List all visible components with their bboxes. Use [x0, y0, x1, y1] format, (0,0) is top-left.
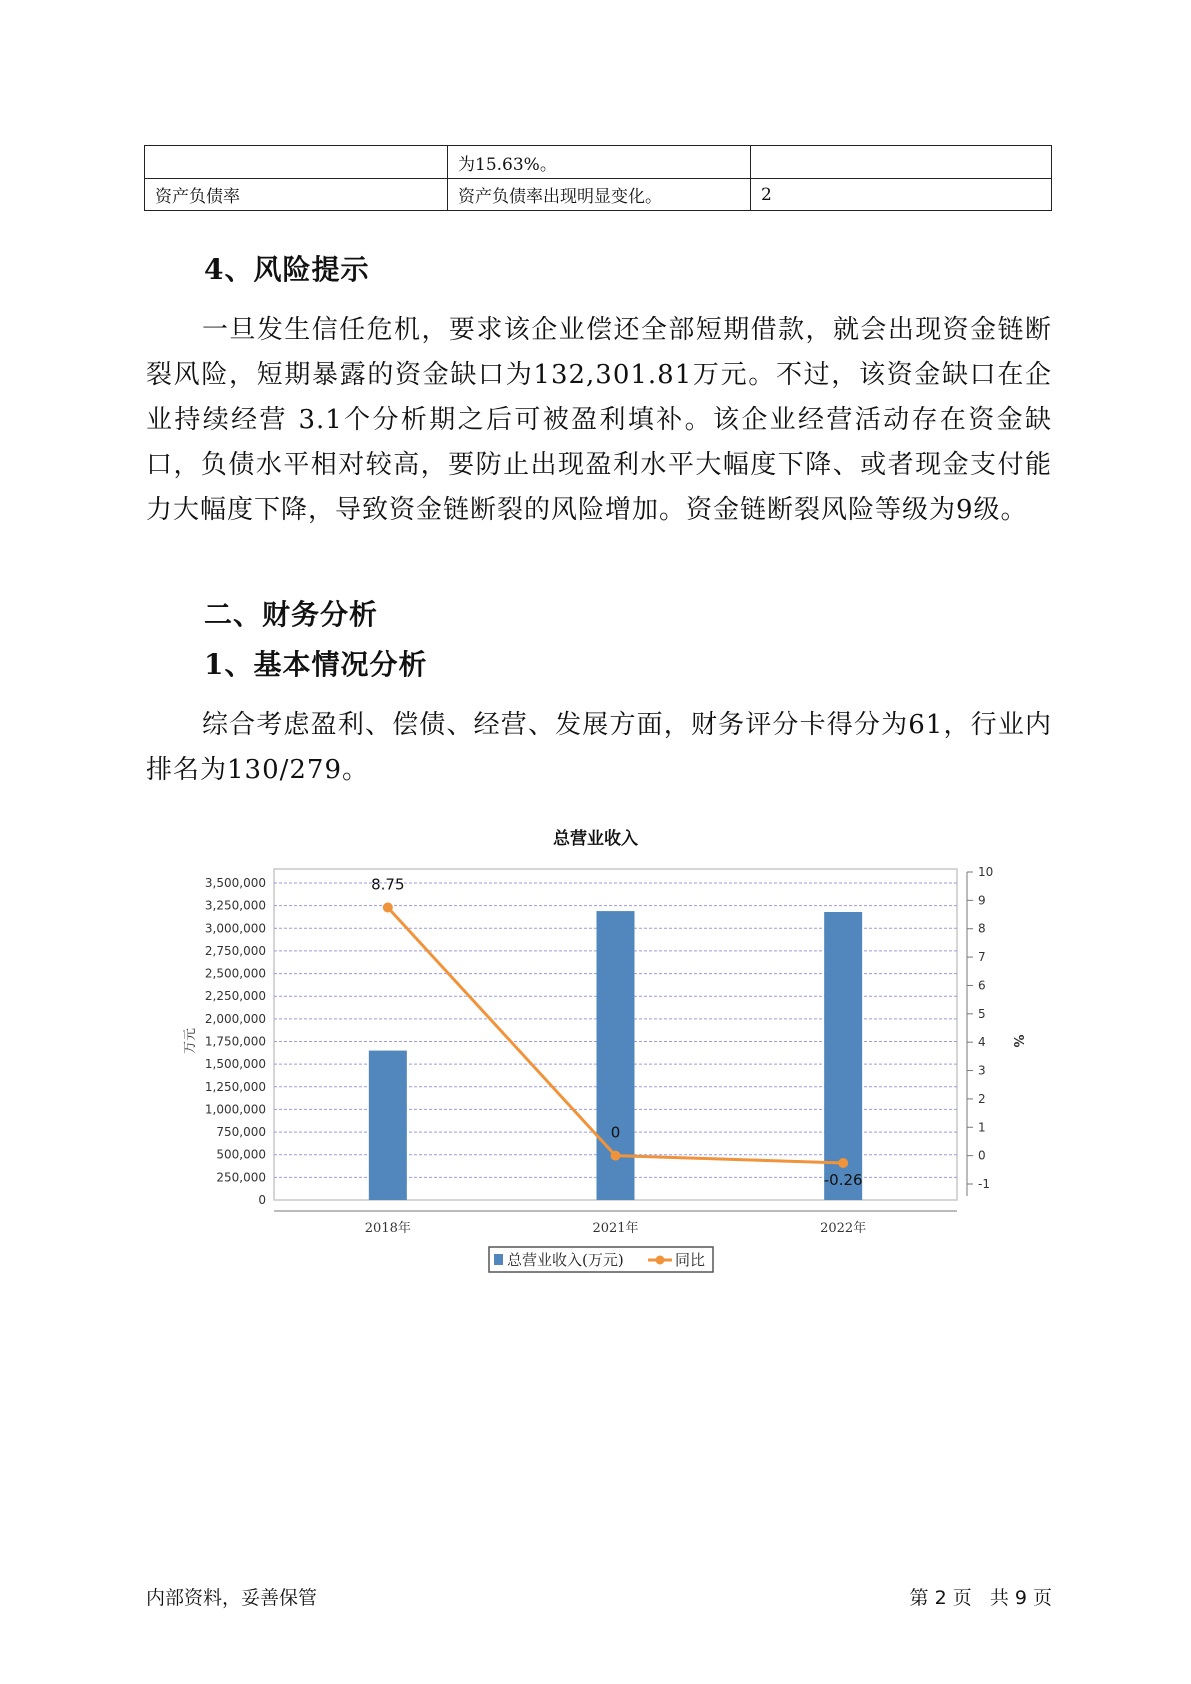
table-cell: 资产负债率出现明显变化。: [448, 179, 751, 211]
basic-analysis-paragraph: 综合考虑盈利、偿债、经营、发展方面，财务评分卡得分为61，行业内排名为130/279。: [146, 710, 1052, 785]
y2-tick-label: 9: [978, 893, 986, 908]
chart-title: 总营业收入: [553, 829, 638, 849]
risk-paragraph: 一旦发生信任危机，要求该企业偿还全部短期借款，就会出现资金链断裂风险，短期暴露的资金缺口为132,301.81万元。不过，该资金缺口在企业持续经营 3.1个分析期之后可被盈利填补。该企业经营活动存在资金缺口，负债水平相对较高，要防止出现盈利水平大幅度下降、或者现金支付能力大幅度下降，导致资金链断裂的风险增加。资金链断裂风险等级为9级。: [146, 315, 1052, 525]
y-axis-title: 万元: [183, 1027, 198, 1055]
y-tick-label: 1,000,000: [204, 1102, 266, 1117]
table-cell: 为15.63%。: [448, 146, 751, 179]
y-tick-label: 750,000: [216, 1125, 266, 1140]
y2-tick-label: 2: [978, 1091, 986, 1106]
y-tick-label: 3,250,000: [204, 898, 266, 913]
legend-line-label: 同比: [675, 1251, 706, 1269]
x-tick-label: 2022年: [820, 1221, 867, 1236]
x-tick-label: 2021年: [592, 1221, 639, 1236]
table-cell: 资产负债率: [145, 179, 448, 211]
y-tick-label: 2,500,000: [204, 966, 266, 981]
footer-confidential: 内部资料，妥善保管: [146, 1587, 318, 1609]
y2-tick-label: 10: [978, 865, 994, 879]
basic-analysis-heading: 1、基本情况分析: [204, 648, 428, 681]
legend-bar-label: 总营业收入(万元): [507, 1251, 624, 1269]
y-tick-label: 0: [258, 1193, 266, 1207]
y2-tick-label: 8: [978, 921, 986, 936]
data-label: 8.75: [371, 875, 405, 894]
y2-tick-label: 1: [978, 1120, 986, 1135]
y-tick-label: 2,000,000: [204, 1011, 266, 1026]
footer-page-number: 第 2 页 共 9 页: [909, 1587, 1052, 1609]
y2-axis-title: %: [1010, 1034, 1025, 1048]
bar: [369, 1051, 407, 1200]
y2-tick-label: 3: [978, 1063, 986, 1078]
y-tick-label: 3,000,000: [204, 921, 266, 936]
data-label: -0.26: [823, 1171, 863, 1190]
y2-tick-label: -1: [978, 1177, 990, 1191]
y-tick-label: 1,750,000: [204, 1034, 266, 1049]
bar: [824, 912, 862, 1200]
legend-bar-swatch: [494, 1254, 503, 1265]
y-tick-label: 250,000: [216, 1170, 266, 1185]
x-tick-label: 2018年: [364, 1221, 411, 1236]
y2-tick-label: 7: [978, 950, 986, 965]
yoy-point: [611, 1151, 621, 1161]
y-tick-label: 3,500,000: [204, 876, 266, 890]
y2-tick-label: 5: [978, 1006, 986, 1021]
risk-heading: 4、风险提示: [204, 253, 370, 286]
y-tick-label: 1,500,000: [204, 1057, 266, 1072]
y-tick-label: 1,250,000: [204, 1079, 266, 1094]
data-label: 0: [610, 1123, 621, 1142]
yoy-point: [838, 1158, 848, 1168]
y2-tick-label: 0: [978, 1148, 986, 1163]
legend-line-marker: [656, 1256, 665, 1265]
y-tick-label: 2,250,000: [204, 989, 266, 1004]
table-cell: 2: [751, 179, 1052, 211]
y2-tick-label: 6: [978, 978, 986, 993]
finance-heading: 二、财务分析: [204, 598, 379, 631]
y2-tick-label: 4: [978, 1035, 986, 1050]
yoy-point: [383, 902, 393, 912]
y-tick-label: 500,000: [216, 1147, 266, 1162]
y-tick-label: 2,750,000: [204, 943, 266, 958]
